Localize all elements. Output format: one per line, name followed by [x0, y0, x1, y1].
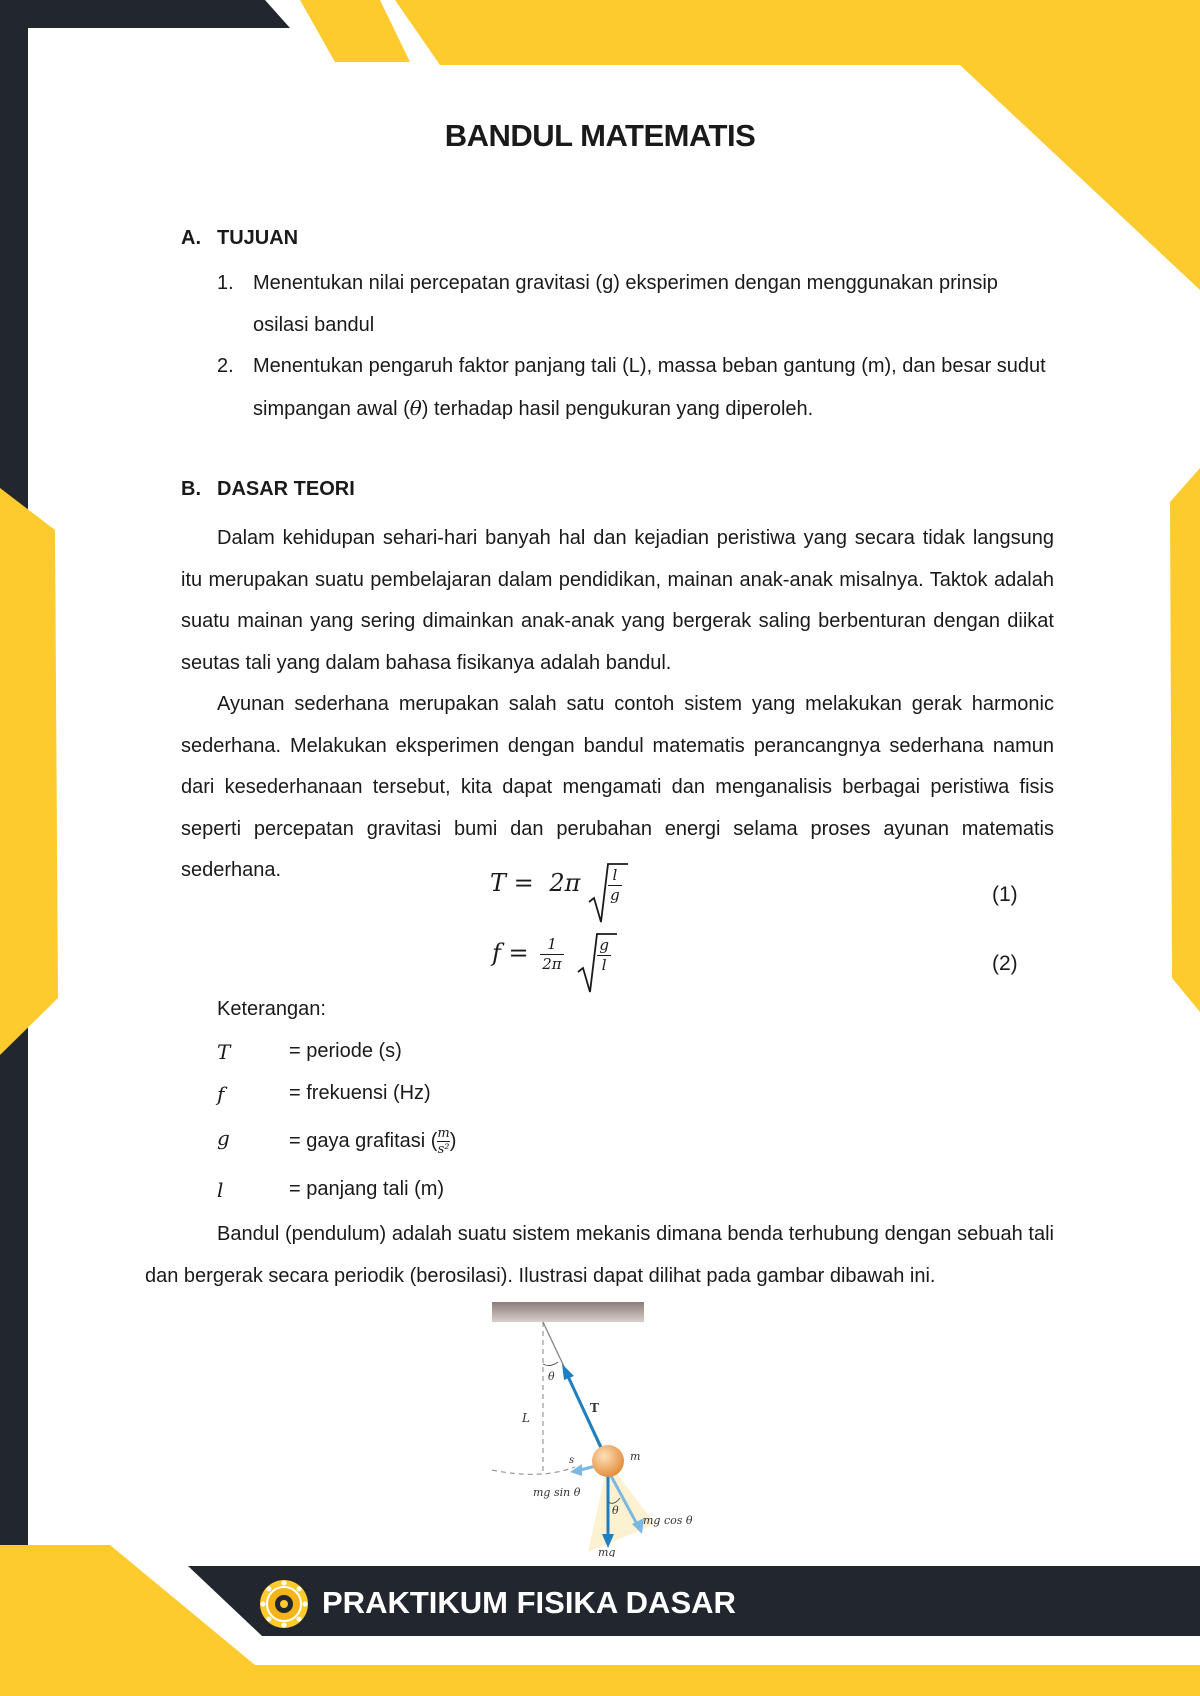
list-item-text: [253, 345, 1053, 430]
theta-arc-top: [543, 1362, 558, 1366]
component-wedge: [588, 1462, 655, 1552]
ceiling-support: [492, 1302, 644, 1322]
list-item: [217, 262, 1053, 346]
section-b-heading: [181, 478, 355, 501]
tension-label: T: [590, 1401, 599, 1415]
legend-description: = frekuensi (Hz): [289, 1082, 431, 1104]
swing-arc: [492, 1467, 575, 1474]
formula-period: [490, 864, 622, 905]
section-a-letter: A.: [181, 227, 201, 249]
legend-description: [289, 1126, 456, 1157]
formula-1-denominator: g: [610, 886, 620, 904]
length-label: L: [522, 1411, 530, 1425]
left-yellow-block: [0, 488, 58, 1055]
legend-description: = panjang tali (m): [289, 1178, 445, 1200]
footer-title: PRAKTIKUM FISIKA DASAR: [322, 1585, 736, 1620]
theta-label-bottom: θ: [612, 1504, 619, 1517]
formula-2-coefficient-fraction: [540, 935, 563, 974]
mass-label: m: [630, 1450, 641, 1463]
formula-2-coef-denominator: 2π: [542, 955, 562, 973]
legend-description: = periode (s): [289, 1040, 402, 1062]
formula-frequency: [492, 934, 611, 975]
formula-2-coef-numerator: 1: [540, 935, 563, 955]
top-yellow-slash-small: [300, 0, 410, 62]
formula-1-lhs: T =: [490, 869, 534, 897]
right-yellow-block: [1170, 468, 1200, 1012]
section-a-heading: [181, 227, 298, 250]
formula-1-coefficient: 2π: [549, 869, 581, 897]
list-item-number: 1.: [217, 272, 234, 294]
closing-paragraph: Bandul (pendulum) adalah suatu sistem mekanis dimana benda terhubung dengan sebuah tali dan bergerak secara periodik (berosilasi). Ilustrasi dapat dilihat pada gambar dibawah ini.: [145, 1223, 1054, 1287]
pendulum-illustration: [480, 1302, 710, 1557]
radical-sign: [588, 860, 628, 924]
pendulum-bob: [592, 1445, 624, 1477]
list-item-number: 2.: [217, 355, 234, 377]
list-item-text-after: ) terhadap hasil pengukuran yang diperoleh.: [421, 398, 814, 420]
theta-label-top: θ: [548, 1370, 555, 1383]
mg-cos-label: mg cos θ: [643, 1514, 693, 1527]
legend-description-close: ): [449, 1129, 457, 1152]
section-a-title: TUJUAN: [217, 227, 299, 249]
unit-numerator: m: [437, 1126, 450, 1141]
mg-label: mg: [598, 1546, 616, 1557]
legend-symbol: T: [217, 1040, 231, 1064]
radical-sign: [577, 930, 617, 994]
equation-number-1: (1): [992, 883, 1018, 906]
section-b-letter: B.: [181, 478, 201, 500]
legend-description-text: = gaya grafitasi (: [289, 1129, 438, 1152]
section-b-title: DASAR TEORI: [217, 478, 355, 500]
legend-symbol: l: [217, 1178, 224, 1202]
mg-sin-label: mg sin θ: [533, 1486, 581, 1499]
list-item-text-before: Menentukan pengaruh faktor panjang tali (L), massa beban gantung (m), dan besar sudut simpangan awal (: [253, 355, 1046, 420]
formula-2-denominator: l: [601, 956, 607, 974]
formula-1-numerator: l: [608, 866, 622, 886]
list-item: [217, 345, 1053, 430]
sqrt-symbol: [577, 934, 611, 975]
theory-paragraph-1: Dalam kehidupan sehari-hari banyah hal dan kejadian peristiwa yang secara tidak langsung itu merupakan suatu pembelajaran dalam pendidikan, mainan anak-anak misalnya. Taktok adalah suatu mainan yang sering dimainkan anak-anak yang bergerak saling berbenturan dengan diikat seutas tali yang dalam bahasa fisikanya adalah bandul.: [181, 527, 1054, 674]
page-title: BANDUL MATEMATIS: [444, 118, 756, 153]
unit-fraction: [437, 1126, 449, 1157]
legend-symbol: g: [217, 1126, 230, 1150]
unit-denominator: s²: [437, 1142, 450, 1157]
keterangan-label: Keterangan:: [217, 998, 326, 1020]
equation-number-2: (2): [992, 952, 1018, 975]
list-item-text: Menentukan nilai percepatan gravitasi (g) eksperimen dengan menggunakan prinsip osilasi bandul: [253, 272, 998, 336]
theta-symbol: θ: [409, 396, 422, 420]
formula-2-numerator: g: [599, 936, 609, 954]
legend-symbol: f: [217, 1082, 225, 1106]
theory-paragraph-2: Ayunan sederhana merupakan salah satu contoh sistem yang melakukan gerak harmonic sederhana. Melakukan eksperimen dengan bandul matematis perancangnya sederhana namun dari kesederhanaan tersebut, kita dapat mengamati dan menganalisis berbagai peristiwa fisis seperti percepatan gravitasi bumi dan perubahan energi selama proses ayunan matematis sederhana.: [181, 693, 1054, 881]
tension-arrowhead: [562, 1364, 574, 1380]
formula-2-lhs: f =: [492, 939, 529, 967]
university-logo-icon: [258, 1578, 310, 1630]
sqrt-symbol: [588, 864, 622, 905]
arc-label: s: [569, 1455, 575, 1466]
